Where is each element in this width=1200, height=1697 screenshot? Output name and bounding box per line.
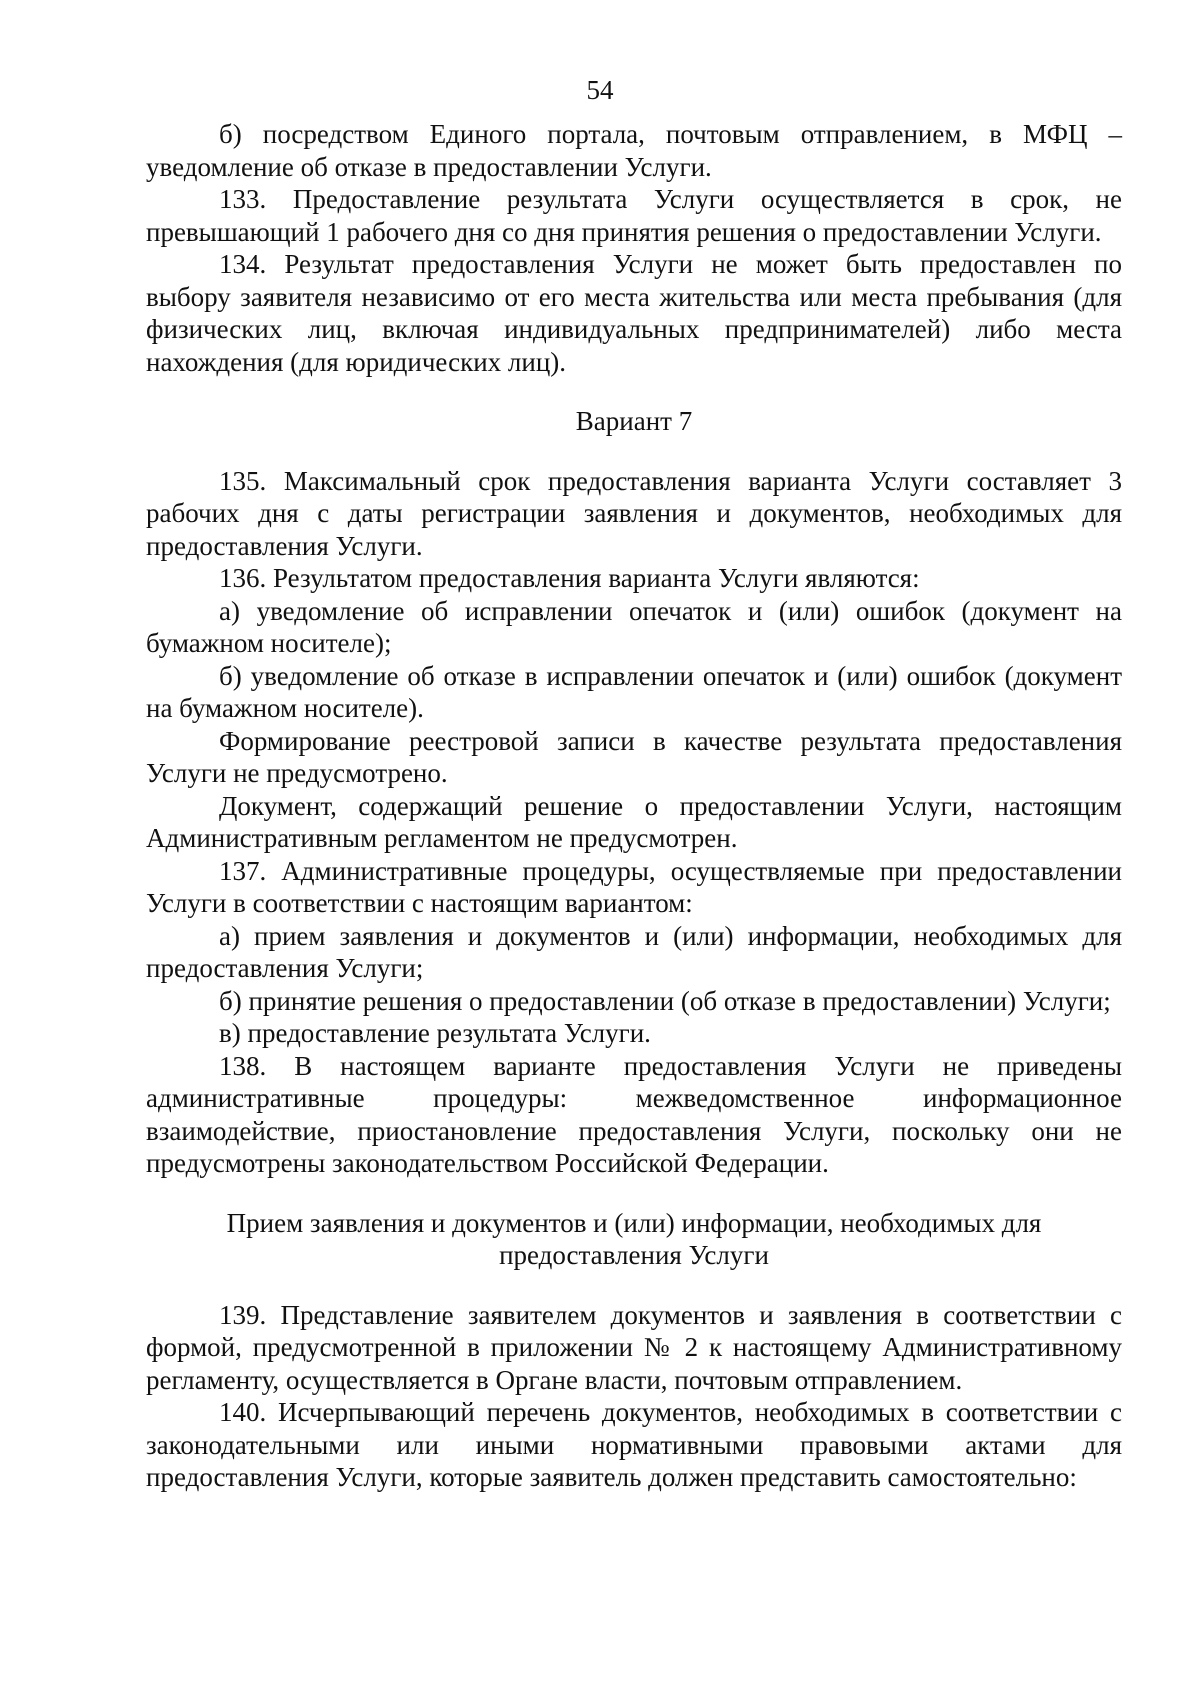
heading-line: предоставления Услуги — [499, 1240, 769, 1270]
paragraph-139: 139. Представление заявителем документов и заявления в соответствии с формой, предусмотренной в приложении № 2 к настоящему Административному регламенту, осуществляется в Органе власти, почтовым отправлением. — [146, 1299, 1122, 1395]
paragraph-136: 136. Результатом предоставления варианта Услуги являются: — [219, 563, 920, 593]
paragraph-decision-document: Документ, содержащий решение о предоставлении Услуги, настоящим Административным регламентом не предусмотрен. — [146, 790, 1122, 853]
paragraph-133: 133. Предоставление результата Услуги осуществляется в срок, не превышающий 1 рабочего дня со дня принятия решения о предоставлении Услуги. — [146, 184, 1122, 247]
paragraph-136-a: а) уведомление об исправлении опечаток и (или) ошибок (документ на бумажном носителе); — [146, 595, 1122, 658]
paragraph-registry-record: Формирование реестровой записи в качестве результата предоставления Услуги не предусмотрено. — [146, 725, 1122, 788]
paragraph-138: 138. В настоящем варианте предоставления Услуги не приведены административные процедуры: межведомственное информационное взаимодействие, приостановление предоставления Услуги, поскольку они не предусмотрены законодательством Российской Федерации. — [146, 1050, 1122, 1178]
paragraph-136-b: б) уведомление об отказе в исправлении опечаток и (или) ошибок (документ на бумажном носителе). — [146, 660, 1122, 723]
section-heading-application-intake — [146, 1207, 1122, 1272]
paragraph-140: 140. Исчерпывающий перечень документов, необходимых в соответствии с законодательными или иными нормативными правовыми актами для предоставления Услуги, которые заявитель должен представить самостоятельно: — [146, 1397, 1122, 1492]
paragraph-b-notice-refusal: б) посредством Единого портала, почтовым отправлением, в МФЦ – уведомление об отказе в предоставлении Услуги. — [146, 119, 1122, 182]
paragraph-137-v: в) предоставление результата Услуги. — [219, 1018, 651, 1048]
paragraph-134: 134. Результат предоставления Услуги не может быть предоставлен по выбору заявителя независимо от его места жительства или места пребывания (для физических лиц, включая индивидуальных предпринимателей) либо места нахождения (для юридических лиц). — [146, 249, 1122, 377]
document-body — [146, 118, 1122, 1494]
paragraph-137-a: а) прием заявления и документов и (или) информации, необходимых для предоставления Услуги; — [146, 920, 1122, 983]
paragraph-135: 135. Максимальный срок предоставления варианта Услуги составляет 3 рабочих дня с даты регистрации заявления и документов, необходимых для предоставления Услуги. — [146, 465, 1122, 561]
section-heading-variant-7 — [146, 405, 1122, 438]
paragraph-137-b: б) принятие решения о предоставлении (об отказе в предоставлении) Услуги; — [219, 985, 1111, 1016]
heading-line: Вариант 7 — [575, 406, 693, 436]
heading-line: Прием заявления и документов и (или) информации, необходимых для — [226, 1207, 1042, 1238]
paragraph-137: 137. Административные процедуры, осуществляемые при предоставлении Услуги в соответствии с настоящим вариантом: — [146, 855, 1122, 918]
page-number: 54 — [586, 75, 614, 105]
